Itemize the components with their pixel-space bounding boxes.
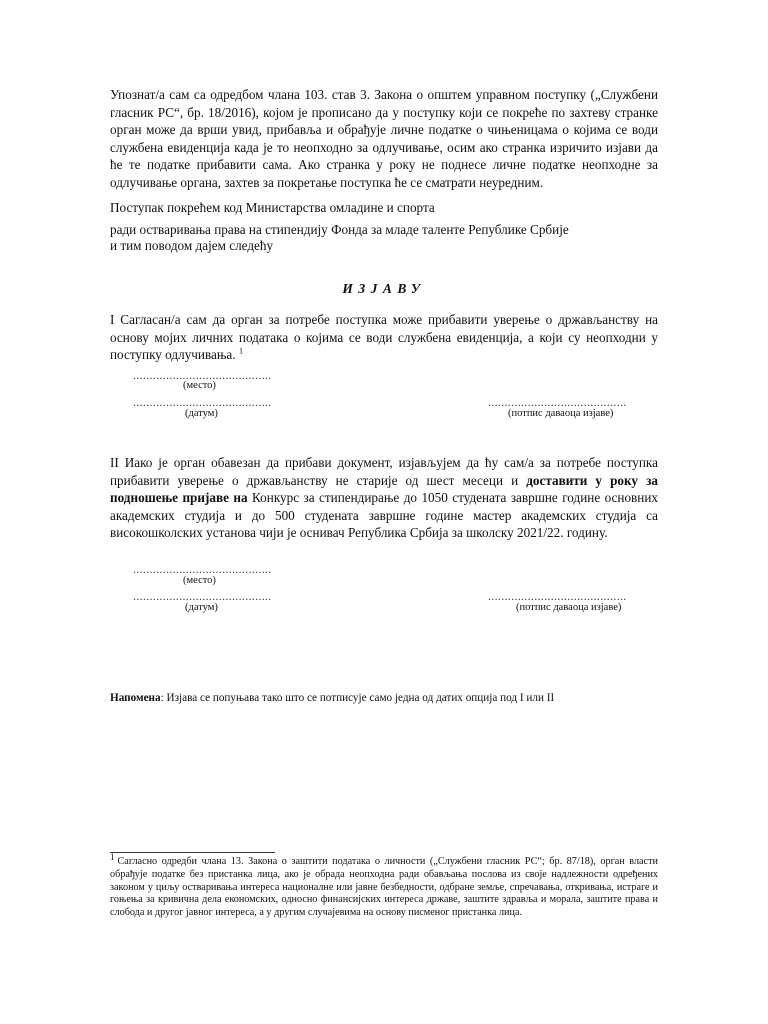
footnote-reference: 1 — [238, 345, 244, 356]
date-line-two: .......................................... — [133, 590, 272, 602]
note-line — [110, 692, 554, 704]
place-label-one: (место) — [183, 380, 216, 391]
option-two-text-bold: доставити у року за подношење пријаве на — [110, 472, 658, 506]
intro-paragraph: Упознат/а сам са одредбом члана 103. став 3. Закона о општем управном поступку („Службени гласник РС“, бр. 18/2016), којом је прописано да у поступку који се покреће по захтеву странке орган може да врши увид, прибавља и обрађује личне податке о чињеницама о којима се води службена евиденција када је то неопходно за одлучивање, осим ако странка изричито изјави да ће те податке прибавити сама. Ако странка у року не поднесе личне податке неопходне за одлучивање органа, захтев за покретање поступка ће се сматрати неуредним. — [110, 87, 658, 190]
place-label-two: (место) — [183, 575, 216, 586]
signature-label-two: (потпис даваоца изјаве) — [516, 602, 622, 613]
place-line-one: .......................................... — [133, 369, 272, 381]
date-line-one: .......................................... — [133, 396, 272, 408]
footnote-divider — [110, 852, 275, 853]
option-two-text-start: II Иако је орган обавезан да прибави документ, изјављујем да ћу сам/а за потребе поступка прибавити уверење о држављанству не старије од шест месеци и — [110, 455, 658, 488]
option-two-paragraph — [110, 454, 658, 542]
option-one-paragraph — [110, 311, 658, 364]
note-text: : Изјава се попуњава тако што се потписује само једна од датих опција под I или II — [160, 692, 555, 704]
signature-line-two: .......................................... — [488, 590, 627, 602]
date-label-one: (датум) — [185, 408, 218, 419]
place-line-two: .......................................... — [133, 563, 272, 575]
purpose-line: ради остваривања права на стипендију Фонда за младе таленте Републике Србије — [110, 222, 569, 237]
procedure-line: Поступак покрећем код Министарства омладине и спорта — [110, 200, 435, 215]
document-title: ИЗЈАВУ — [342, 281, 426, 296]
signature-line-one: .......................................... — [488, 396, 627, 408]
date-label-two: (датум) — [185, 602, 218, 613]
signature-label-one: (потпис даваоца изјаве) — [508, 408, 614, 419]
footnote — [110, 851, 658, 920]
statement-line: и тим поводом дајем следећу — [110, 238, 274, 253]
option-two-text-end: Конкурс за стипендирање до 1050 студената завршне године основних академских студија и до 500 студената завршне године мастер академских студија са високошколских установа чији је оснивач Република Србија за школску 2021/22. годину. — [110, 490, 658, 541]
option-one-text: I Сагласан/а сам да орган за потребе поступка може прибавити уверење о држављанству на основу мојих личних података о којима се води службена евиденција, а који су неопходни у поступку одлучивања. — [110, 312, 658, 363]
note-label: Напомена — [110, 692, 161, 704]
footnote-mark: 1 — [110, 851, 115, 862]
footnote-text: Сагласно одредби члана 13. Закона о заштити података о личности („Службени гласник РС“; бр. 87/18), орган власти обрађује податке без пристанка лица, ако је обрада неопходна ради обављања послова из своје надлежности одређених законом у циљу остваривања интереса националне или јавне безбедности, одбране земље, спречавања, откривања, истраге и гоњења за кривична дела економских, односно финансијских интереса државе, заштите здравља и морала, заштите права и слобода и другог јавног интереса, а у другим случајевима на основу писменог пристанка лица. — [110, 856, 658, 919]
